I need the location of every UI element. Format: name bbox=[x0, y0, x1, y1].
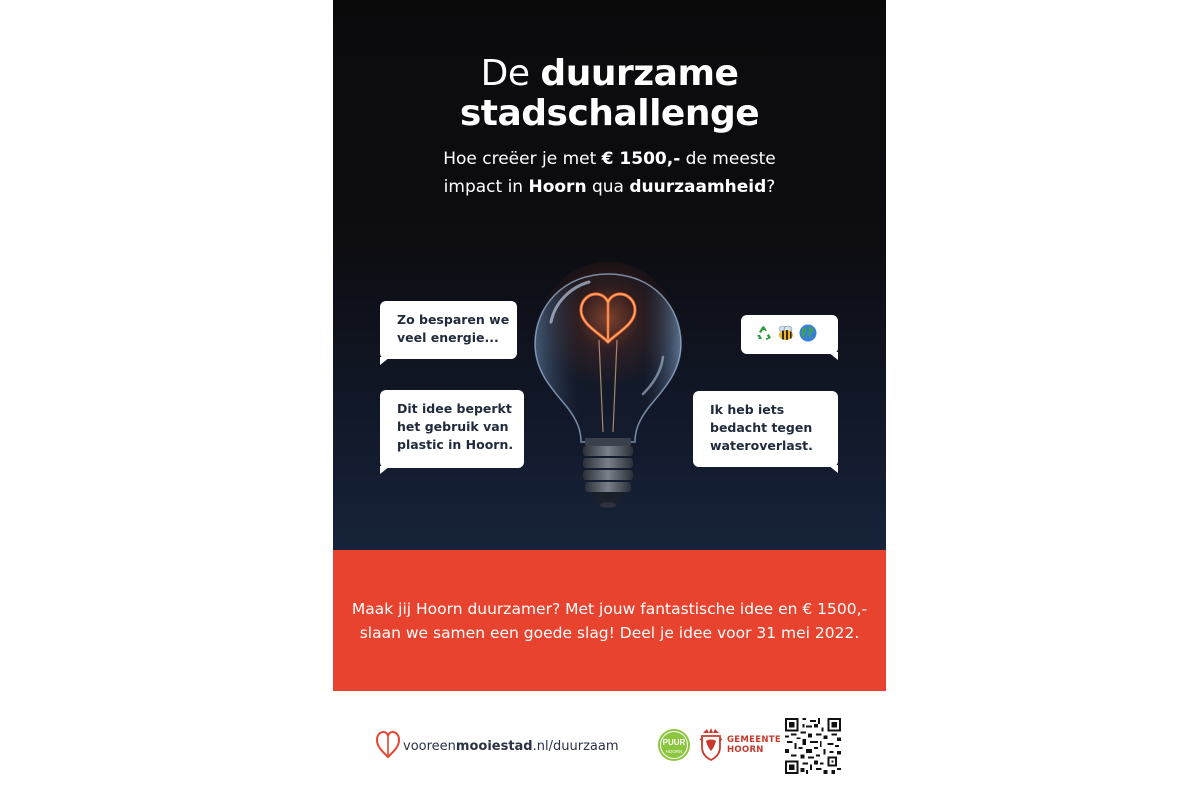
cta-line-1: Maak jij Hoorn duurzamer? Met jouw fantastische idee en € 1500,- bbox=[351, 600, 868, 618]
subtitle-text: de meeste bbox=[685, 149, 776, 169]
subtitle-amount: € 1500,- bbox=[601, 149, 681, 169]
hero-section bbox=[333, 0, 886, 550]
puur-hoorn-logo bbox=[657, 728, 691, 762]
speech-bubble-energy bbox=[380, 301, 517, 359]
subtitle-line-2 bbox=[333, 173, 886, 201]
speech-bubble-water bbox=[693, 391, 838, 467]
footer-website-link[interactable] bbox=[403, 738, 618, 756]
gemeente-hoorn-crest-icon bbox=[697, 727, 725, 763]
subtitle-text: impact in bbox=[443, 177, 524, 197]
gemeente-hoorn-text bbox=[727, 735, 781, 755]
bubble-line: wateroverlast. bbox=[710, 438, 813, 453]
speech-bubble-emoji bbox=[741, 315, 838, 354]
qr-code[interactable] bbox=[785, 718, 841, 774]
gemeente-line-2: HOORN bbox=[727, 745, 764, 755]
subtitle-city: Hoorn bbox=[528, 177, 587, 197]
bubble-line: het gebruik van bbox=[397, 419, 509, 434]
gemeente-line-1: GEMEENTE bbox=[727, 735, 781, 745]
title-bold: duurzame bbox=[540, 53, 739, 94]
bubble-line: bedacht tegen bbox=[710, 420, 813, 435]
bubble-line: plastic in Hoorn. bbox=[397, 437, 514, 452]
bubble-line: veel energie... bbox=[397, 330, 499, 345]
bubble-line: Dit idee beperkt bbox=[397, 401, 512, 416]
subtitle-question-mark: ? bbox=[766, 177, 776, 197]
globe-icon bbox=[798, 323, 818, 343]
cta-line-2: slaan we samen een goede slag! Deel je idee voor 31 mei 2022. bbox=[359, 624, 860, 642]
puur-logo-text: PUUR bbox=[662, 738, 686, 747]
url-part: vooreen bbox=[403, 739, 456, 754]
subtitle-keyword: duurzaamheid bbox=[629, 177, 767, 197]
bee-icon bbox=[776, 323, 796, 343]
recycle-icon bbox=[754, 323, 774, 343]
url-part: .nl/duurzaam bbox=[532, 739, 619, 754]
call-to-action-banner bbox=[333, 550, 886, 691]
subtitle-text: qua bbox=[591, 177, 624, 197]
subtitle-text: Hoe creëer je met bbox=[443, 149, 597, 169]
url-part-bold: mooiestad bbox=[455, 739, 533, 754]
lightbulb-icon bbox=[523, 262, 693, 512]
poster bbox=[333, 0, 886, 800]
title-prefix: De bbox=[480, 53, 530, 94]
bubble-line: Zo besparen we bbox=[397, 312, 510, 327]
title-line-1 bbox=[333, 52, 886, 96]
heart-logo-icon bbox=[375, 730, 401, 760]
puur-logo-sub: HOORN bbox=[665, 749, 683, 754]
bubble-line: Ik heb iets bbox=[710, 402, 785, 417]
title-line-2: stadschallenge bbox=[459, 93, 760, 134]
subtitle-line-1 bbox=[333, 145, 886, 173]
speech-bubble-plastic bbox=[380, 390, 524, 468]
